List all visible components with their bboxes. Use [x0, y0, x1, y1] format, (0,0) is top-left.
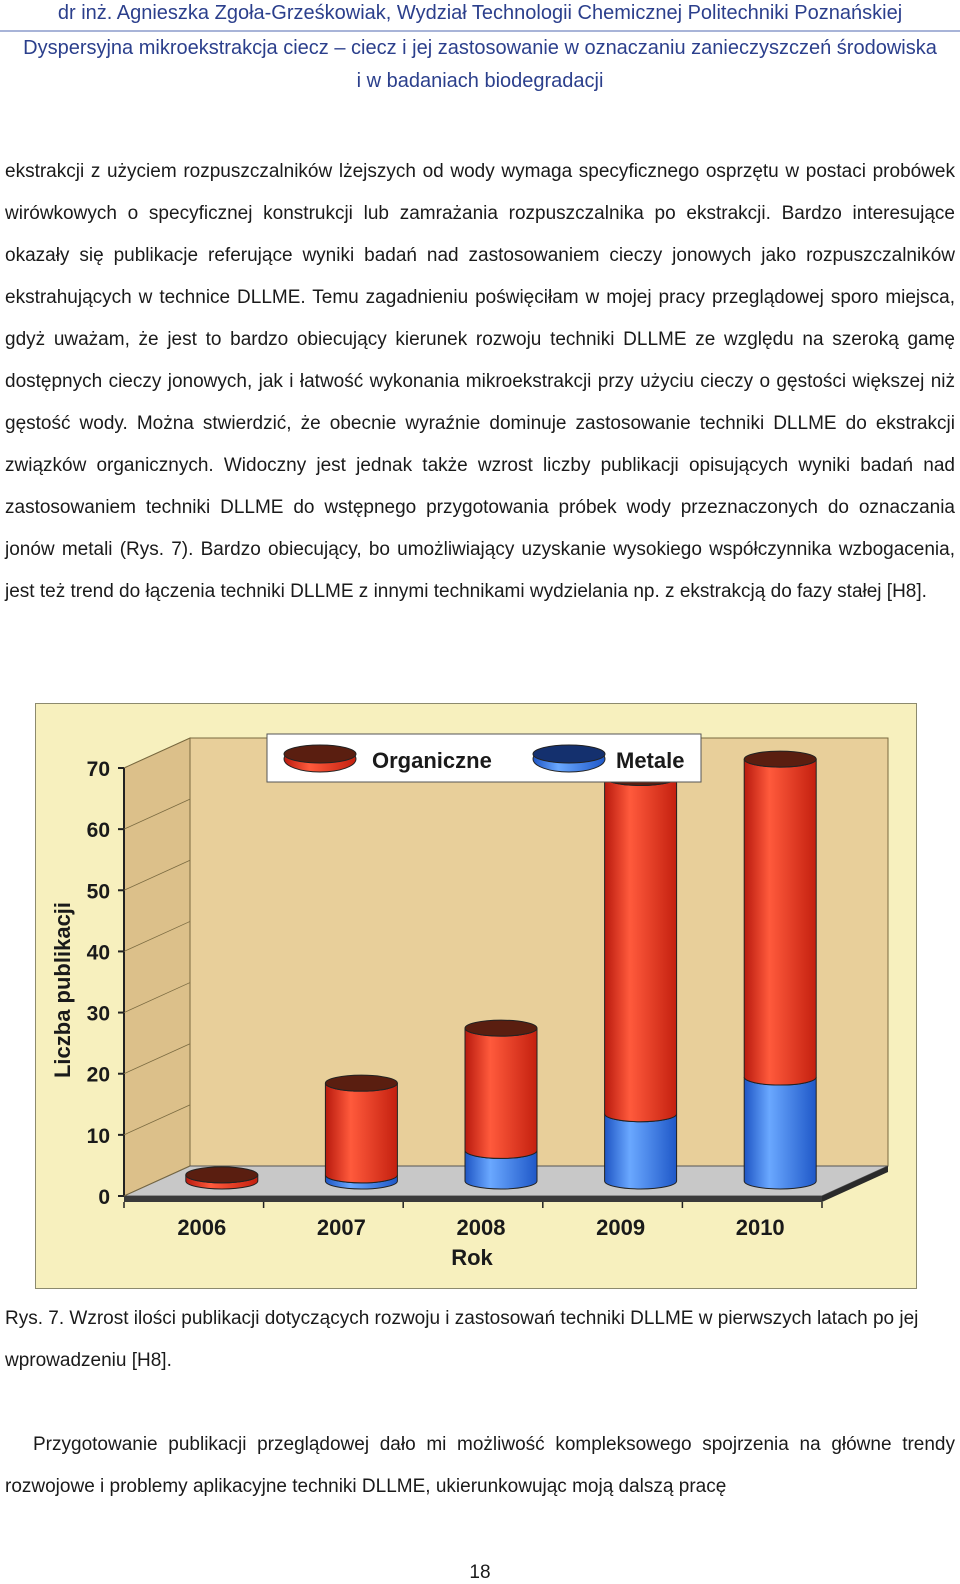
y-axis-title: Liczba publikacji	[50, 901, 75, 1079]
y-tick-label: 40	[86, 941, 110, 965]
bar-metals-2009-body	[605, 1114, 677, 1189]
bar-organic-2008-body	[465, 1028, 537, 1158]
bar-organic-2008	[465, 1028, 537, 1158]
x-tick-label: 2010	[735, 1215, 785, 1240]
x-tick-label: 2006	[177, 1215, 227, 1240]
y-tick-label: 20	[86, 1063, 110, 1087]
page-number: 18	[469, 1562, 491, 1583]
bar-metals-2009	[605, 1114, 677, 1189]
chart-side-wall	[124, 738, 190, 1196]
y-tick-label: 70	[86, 758, 110, 781]
bar-top-2006	[186, 1167, 258, 1183]
y-tick-label: 0	[98, 1186, 110, 1209]
paragraph-1: ekstrakcji z użyciem rozpuszczalników lżejszych od wody wymaga specyficznego osprzętu w postaci probówek wirówkowych o specyficznej konstrukcji lub zamrażania rozpuszczalnika po ekstrakcji. Bardzo interesujące okazały się publikacje referujące wyniki badań nad zastosowaniem cieczy jonowych jako rozpuszczalników ekstrahujących w technice DLLME. Temu zagadnieniu poświęciłam w mojej pracy przeglądowej sporo miejsca, gdyż uważam, że jest to bardzo obiecujący kierunek rozwoju techniki DLLME ze względu na szeroką gamę dostępnych cieczy jonowych, jak i łatwość wykonania mikroekstrakcji przy użyciu cieczy o gęstości większej niż gęstość wody. Można stwierdzić, że obecnie wyraźnie dominuje zastosowanie techniki DLLME do ekstrakcji związków organicznych. Widoczny jest jednak także wzrost liczby publikacji opisujących wyniki badań nad zastosowaniem techniki DLLME do wstępnego przygotowania próbek wody przeznaczonych do oznaczania jonów metali (Rys. 7). Bardzo obiecujący, bo umożliwiający uzyskanie wysokiego współczynnika wzbogacenia, jest też trend do łączenia techniki DLLME z innymi technikami wydzielania np. z ekstrakcją do fazy stałej [H8].	[5, 161, 955, 602]
y-tick-label: 30	[86, 1002, 110, 1026]
author-line: dr inż. Agnieszka Zgoła-Grześkowiak, Wydział Technologii Chemicznej Politechniki Poznańskiej	[57, 2, 903, 24]
y-tick-label: 60	[86, 819, 110, 843]
header-rule	[0, 30, 960, 32]
bar-organic-2009	[605, 777, 677, 1121]
title-line-2: i w badaniach biodegradacji	[356, 70, 604, 92]
chart-floor-edge	[124, 1196, 822, 1202]
bar-organic-2009-body	[605, 777, 677, 1121]
chart-svg	[36, 704, 918, 1290]
x-tick-label: 2008	[456, 1215, 506, 1240]
figure-caption: Rys. 7. Wzrost ilości publikacji dotyczących rozwoju i zastosowań techniki DLLME w pierwszych latach po jej wprowadzeniu [H8].	[5, 1308, 919, 1371]
title-line-1: Dyspersyjna mikroekstrakcja ciecz – ciecz i jej zastosowanie w oznaczaniu zanieczyszczeń środowiska	[23, 37, 937, 59]
bar-organic-2007	[325, 1083, 397, 1183]
legend-swatch-metals	[533, 745, 605, 772]
x-tick-label: 2009	[596, 1215, 646, 1240]
bar-organic-2007-body	[325, 1083, 397, 1183]
legend-label-organic: Organiczne	[372, 748, 492, 773]
bar-top-2007	[325, 1075, 397, 1091]
y-tick-label: 50	[86, 880, 110, 904]
bar-metals-2010	[744, 1077, 816, 1189]
y-tick-label: 10	[86, 1124, 110, 1148]
bar-organic-2010	[744, 759, 816, 1085]
chart-legend	[267, 734, 701, 782]
legend-label-metals: Metale	[616, 748, 685, 773]
bar-metals-2010-body	[744, 1077, 816, 1189]
bar-top-2010	[744, 751, 816, 767]
x-tick-label: 2007	[316, 1215, 366, 1240]
paragraph-2: Przygotowanie publikacji przeglądowej dało mi możliwość kompleksowego spojrzenia na główne trendy rozwojowe i problemy aplikacyjne techniki DLLME, ukierunkowując moją dalszą pracę	[5, 1434, 955, 1497]
x-axis-title: Rok	[451, 1245, 493, 1270]
legend-swatch-organic	[284, 745, 356, 772]
bar-top-2008	[465, 1020, 537, 1036]
bar-organic-2010-body	[744, 759, 816, 1085]
chart-figure	[35, 703, 917, 1289]
